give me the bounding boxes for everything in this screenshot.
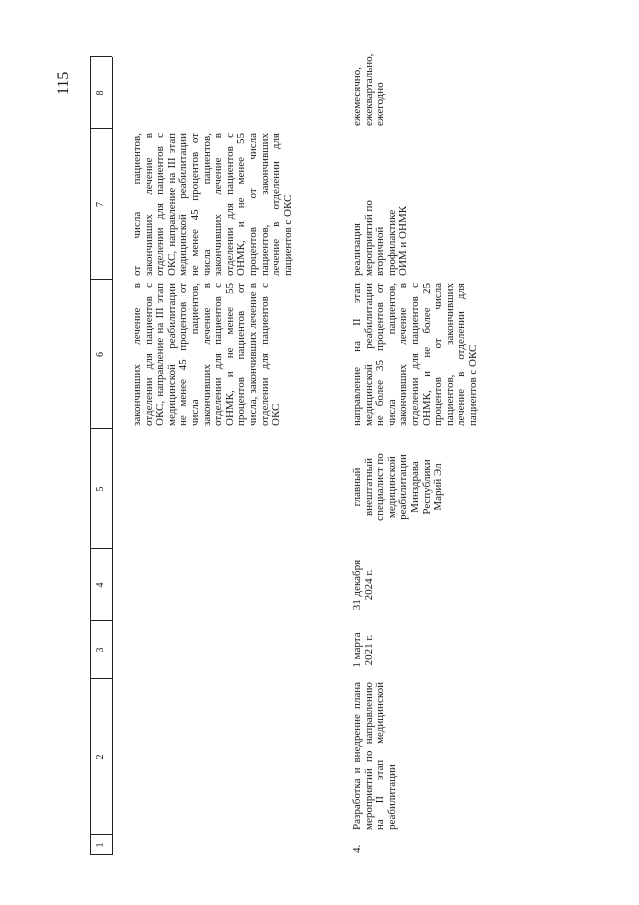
row4-col4: 31 декабря 2024 г.: [351, 559, 375, 611]
col-header-5: 5: [95, 486, 106, 492]
header-bottom-border: [112, 57, 113, 855]
col-header-3: 3: [95, 647, 106, 653]
prev-row-col6: закончивших лечение в отделении для пациентов с ОКС, направление на III этап медицинской реабилитации не менее 45 процентов от числа пациентов, закончивших лечение в отделении для пациентов с ОНМК, и не менее 55 процентов пациентов от числа, закончивших лечение в отделении для пациентов с ОКС: [131, 283, 283, 426]
col-header-1: 1: [95, 842, 106, 848]
col-header-6: 6: [95, 352, 106, 357]
col-header-8: 8: [95, 90, 106, 96]
row4-col8: ежемесячно, ежеквартально, ежегодно: [351, 53, 387, 126]
col-header-7: 7: [95, 202, 106, 207]
prev-row-col7: от числа пациентов, закончивших лечение в отделении для пациентов с ОКС, направление на III этап медицинской реабилитации не менее 45 процентов от числа пациентов, закончивших лечение в отделении для пациентов с ОНМК, и не менее 55 процентов от числа пациентов, закончивших лечение в отделении для пациентов с ОКС: [131, 133, 294, 276]
row4-col5: главный внештатный специалист по медицинской реабилитации Минздрава Республики Марий Эл: [351, 453, 445, 521]
row4-col7: реализация мероприятий по вторичной профилактике ОИМ и ОНМК: [351, 200, 410, 276]
row4-number: 4.: [351, 844, 363, 853]
col-header-2: 2: [95, 754, 106, 760]
col-header-4: 4: [95, 582, 106, 588]
page-number: 115: [55, 71, 72, 95]
row4-col3: 1 марта 2021 г.: [351, 632, 375, 668]
row4-col2: Разработка и внедрение плана мероприятий по направлению на II этап медицинской реабилитации: [351, 682, 398, 830]
row4-col6: направление на II этап медицинской реабилитации не более 35 процентов от числа пациентов, закончивших лечение в отделении для пациентов с ОНМК, и не более 25 процентов от числа пациентов, закончивших лечение в отделении для пациентов с ОКС: [351, 283, 479, 426]
